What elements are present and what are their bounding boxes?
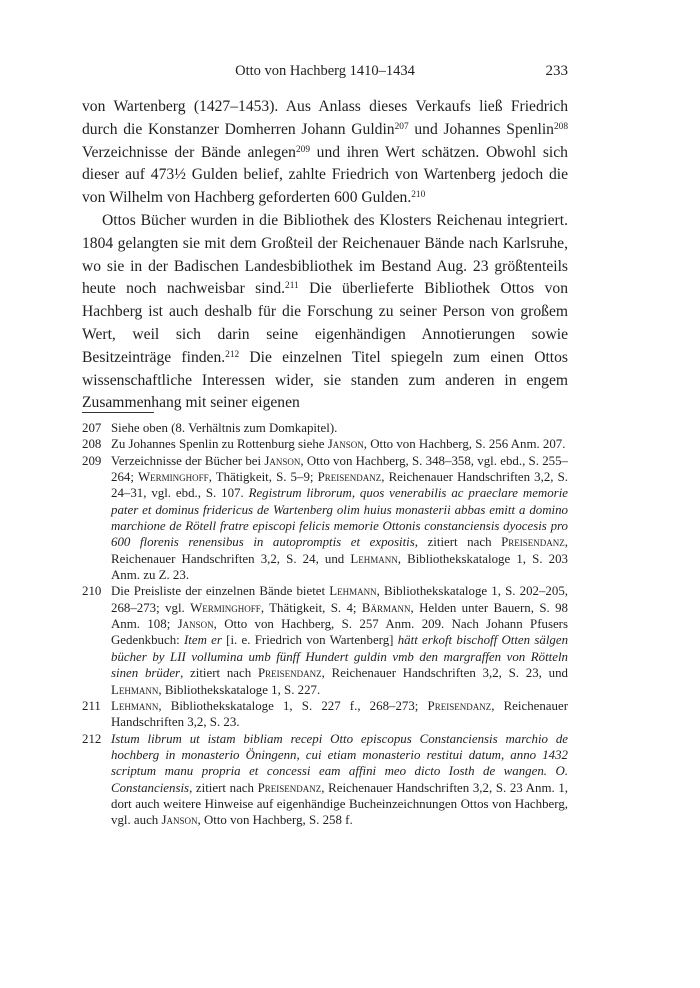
author-name: Janson bbox=[264, 453, 301, 468]
footnote-number: 210 bbox=[82, 584, 102, 599]
running-header bbox=[82, 60, 568, 82]
footnote-ref-210[interactable]: 210 bbox=[411, 190, 426, 201]
footnote-number: 211 bbox=[82, 698, 101, 713]
footnote-ref-208[interactable]: 208 bbox=[553, 121, 569, 132]
author-name: Lehmann bbox=[111, 682, 159, 697]
author-name: Preisendanz bbox=[257, 666, 322, 681]
paragraph-2: Ottos Bücher wurden in die Bibliothek des Klosters Reichenau integriert. 1804 gelangten sie mit dem Großteil der Reichenauer Bände nach Karlsruhe, wo sie in der Badischen Landesbibliothek im Bestand Aug. 23 größtenteils heute noch nachweisbar sind.$^{211}$ Die überlieferte Bibliothek Ottos von Hachberg ist auch deshalb für die Forschung zu seiner Person von großem Wert, weil sich darin seine eigenhändigen Annotierungen sowie Besitzeinträge finden.$^{212}$ Die einzelnen Titel spiegeln zum einen Ottos wissenschaftliche Interessen wider, sie standen zum anderen in engem Zusammenhang mit seiner eigenen bbox=[82, 211, 568, 412]
running-title: Otto von Hachberg 1410–1434 bbox=[235, 63, 415, 79]
author-name: Lehmann bbox=[111, 698, 159, 713]
footnote-ref-211[interactable]: 211 bbox=[285, 281, 299, 292]
author-name: Preisendanz bbox=[317, 470, 382, 485]
author-name: Lehmann bbox=[350, 551, 398, 566]
footnote-209: 209 Verzeichnisse der Bücher bei Janson, Otto von Hachberg, S. 348–358, vgl. ebd., S. 255–264; Werminghoff, Thätigkeit, S. 5–9; Preisendanz, Reichenauer Handschriften 3,2, S. 24–31, vgl. ebd., S. 107. Registrum librorum, quos venerabilis ac praeclare memorie pater et dominus fridericus de Wartenberg olim huius monasterii abbas emitt a domino marchione de Rötell fratre episcopi felicis memorie Ottonis constanciensis dyocesis pro 600 florenis renensibus in autopromptis et expositis, zitiert nach Preisendanz, Reichenauer Handschriften 3,2, S. 24, und Lehmann, Bibliothekskataloge 1, S. 203 Anm. zu Z. 23. bbox=[82, 453, 568, 583]
author-name: Janson bbox=[177, 617, 214, 632]
author-name: Werminghoff bbox=[138, 470, 209, 485]
author-name: Janson bbox=[327, 437, 364, 452]
main-text bbox=[82, 96, 568, 415]
footnote-212: 212 Istum librum ut istam bibliam recepi Otto episcopus Constanciensis marchio de hochberg in monasterio Öningenn, cui etiam monasterio restitui datum, anno 1432 scriptum manu propria et concessi eam affini meo dicto Iosth de wangen. O. Constanciensis, zitiert nach Preisendanz, Reichenauer Handschriften 3,2, S. 23 Anm. 1, dort auch weitere Hinweise auf eigenhändige Bucheinzeichnungen Ottos von Hachberg, vgl. auch Janson, Otto von Hachberg, S. 258 f. bbox=[82, 731, 568, 828]
footnote-separator bbox=[82, 412, 154, 413]
quotation: Item er bbox=[184, 633, 222, 648]
footnote-number: 209 bbox=[82, 453, 102, 468]
footnote-208: 208 Zu Johannes Spenlin zu Rottenburg siehe Janson, Otto von Hachberg, S. 256 Anm. 207. bbox=[82, 437, 566, 452]
footnote-ref-212[interactable]: 212 bbox=[225, 349, 240, 360]
footnote-ref-209[interactable]: 209 bbox=[295, 144, 310, 155]
author-name: Lehmann bbox=[329, 584, 377, 599]
footnotes bbox=[82, 420, 568, 829]
author-name: Werminghoff bbox=[190, 600, 261, 615]
footnote-210: 210 Die Preisliste der einzelnen Bände bietet Lehmann, Bibliothekskataloge 1, S. 202–205, 268–273; vgl. Werminghoff, Thätigkeit, S. 4; Bärmann, Helden unter Bauern, S. 98 Anm. 108; Janson, Otto von Hachberg, S. 257 Anm. 209. Nach Johann Pfusers Gedenkbuch: Item er [i. e. Friedrich von Wartenberg] hätt erkoft bischoff Otten sälgen bücher by LII vollumina umb fünff Hundert guldin vmb den margraffen von Rötteln sinen brüder, zitiert nach Preisendanz, Reichenauer Handschriften 3,2, S. 23, und Lehmann, Bibliothekskataloge 1, S. 227. bbox=[82, 584, 569, 697]
author-name: Janson bbox=[161, 813, 198, 828]
footnote-207: 207 Siehe oben (8. Verhältnis zum Domkapitel). bbox=[82, 421, 338, 435]
page-number: 233 bbox=[545, 63, 568, 79]
footnote-211: 211 Lehmann, Bibliothekskataloge 1, S. 227 f., 268–273; Preisendanz, Reichenauer Handschriften 3,2, S. 23. bbox=[82, 698, 568, 730]
paragraph-1: von Wartenberg (1427–1453). Aus Anlass dieses Verkaufs ließ Friedrich durch die Konstanzer Domherren Johann Guldin$^{207}$ und Johannes Spenlin$^{208}$ Verzeichnisse der Bände anlegen$^{209}$ und ihren Wert schätzen. Obwohl sich dieser auf 473½ Gulden belief, zahlte Friedrich von Wartenberg jedoch die von Wilhelm von Hachberg geforderten 600 Gulden.$^{210}$ bbox=[82, 98, 569, 207]
latin-quotation: Registrum librorum, quos venerabilis ac praeclare memorie pater et dominus fridericus de Wartenberg olim huius monasterii abbas emitt a domino marchione de Rötell fratre episcopi felicis memorie Ottonis constanciensis dyocesis pro 600 florenis renensibus in autopromptis et expositis bbox=[111, 486, 568, 550]
footnote-number: 207 bbox=[82, 421, 102, 435]
author-name: Bärmann bbox=[361, 600, 411, 615]
footnote-number: 208 bbox=[82, 437, 102, 452]
author-name: Preisendanz bbox=[257, 780, 322, 795]
quotation: hätt erkoft bischoff Otten sälgen bücher by LII vollumina umb fünff Hundert guldin vmb den margraffen von Rötteln sinen brüder bbox=[111, 633, 569, 681]
author-name: Preisendanz bbox=[501, 535, 565, 550]
footnote-ref-207[interactable]: 207 bbox=[394, 121, 409, 132]
latin-quotation: Istum librum ut istam bibliam recepi Otto episcopus Constanciensis marchio de hochberg in monasterio Öningenn, cui etiam monasterio restitui datum, anno 1432 scriptum manu propria et concessi eam affini meo dicto Iosth de wangen. O. Constanciensis bbox=[111, 731, 568, 795]
author-name: Preisendanz bbox=[427, 698, 492, 713]
footnote-number: 212 bbox=[82, 731, 102, 746]
